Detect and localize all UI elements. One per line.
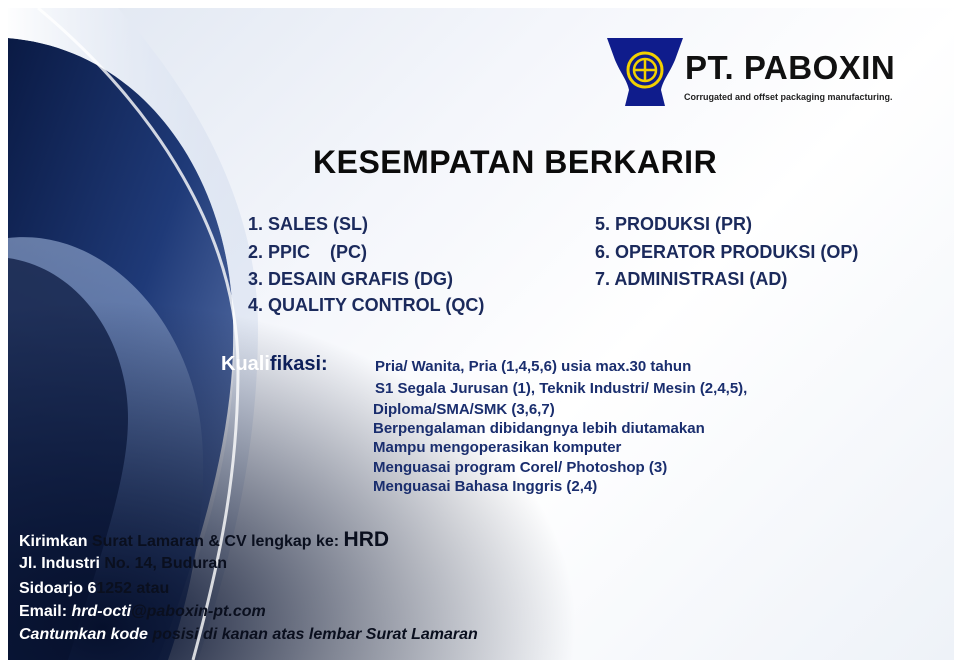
position-item-sales: 1. SALES (SL) <box>248 214 369 234</box>
company-tagline: Corrugated and offset packaging manufacturing. <box>684 92 893 102</box>
qualifications-label-part2: fikasi: <box>269 353 328 375</box>
position-item-administrasi: 7. ADMINISTRASI (AD) <box>595 269 788 289</box>
contact-line-city: Sidoarjo 61252 atau <box>19 580 170 597</box>
qualifications-label <box>221 353 328 376</box>
hrd-label: HRD <box>343 528 390 551</box>
page-title: KESEMPATAN BERKARIR <box>313 144 718 180</box>
position-item-ppic: 2. PPIC (PC) <box>248 242 368 262</box>
qualification-item: Menguasai program Corel/ Photoshop (3) <box>373 459 668 476</box>
qualification-item: Diploma/SMA/SMK (3,6,7) <box>373 401 555 418</box>
contact-line-send: Kirimkan Surat Lamaran & CV lengkap ke: HRD <box>19 528 390 551</box>
qualification-item: S1 Segala Jurusan (1), Teknik Industri/ Mesin (2,4,5), <box>375 380 748 397</box>
qualification-item: Menguasai Bahasa Inggris (2,4) <box>373 478 598 495</box>
contact-line-address: Jl. Industri No. 14, Buduran <box>19 555 228 572</box>
qualifications-label-part1: Kuali <box>221 353 270 375</box>
position-item-quality-control: 4. QUALITY CONTROL (QC) <box>248 295 485 315</box>
job-poster <box>8 8 954 660</box>
paboxin-logo-icon <box>605 30 685 110</box>
company-name: PT. PABOXIN <box>685 49 896 86</box>
contact-line-email: Email: hrd-octi@paboxin-pt.com <box>19 603 266 620</box>
qualification-item: Pria/ Wanita, Pria (1,4,5,6) usia max.30 tahun <box>375 358 692 375</box>
contact-line-instruction: Cantumkan kode posisi di kanan atas lembar Surat Lamaran <box>19 626 478 643</box>
qualification-item: Mampu mengoperasikan komputer <box>373 439 622 456</box>
position-item-operator-produksi: 6. OPERATOR PRODUKSI (OP) <box>595 242 859 262</box>
qualification-item: Berpengalaman dibidangnya lebih diutamakan <box>373 420 705 437</box>
position-item-desain-grafis: 3. DESAIN GRAFIS (DG) <box>248 269 454 289</box>
position-item-produksi: 5. PRODUKSI (PR) <box>595 214 753 234</box>
